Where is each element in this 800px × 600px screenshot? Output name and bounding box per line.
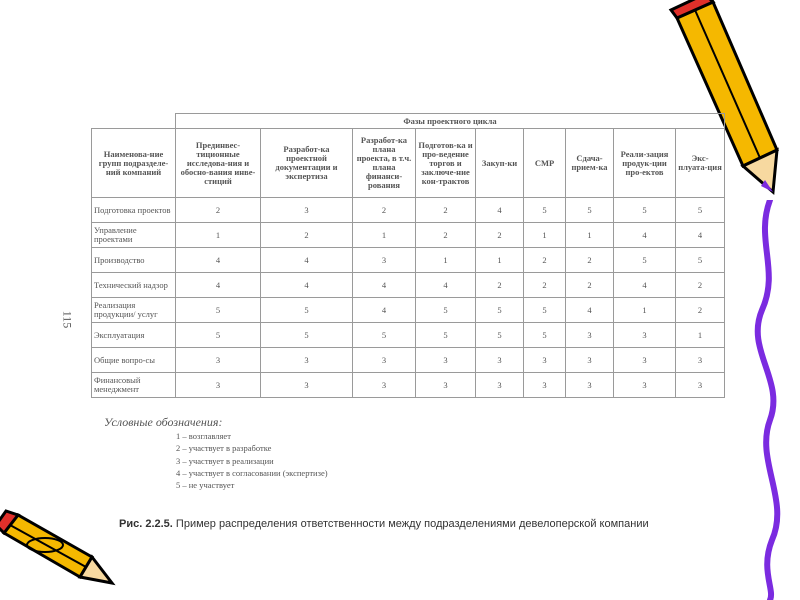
table-cell: 1 [353, 223, 416, 248]
table-cell: 5 [261, 298, 353, 323]
table-cell: 4 [176, 248, 261, 273]
table-cell: 3 [476, 348, 524, 373]
table-cell: 3 [566, 348, 614, 373]
table-cell: 5 [524, 298, 566, 323]
table-cell: 2 [566, 248, 614, 273]
table-cell: 2 [476, 223, 524, 248]
table-cell: 3 [416, 373, 476, 398]
column-header: Реали-зация продук-ции про-ектов [614, 129, 676, 198]
table-cell: 3 [176, 348, 261, 373]
table-cell: 4 [261, 273, 353, 298]
caption-label: Рис. 2.2.5. [119, 518, 173, 530]
table-cell: 4 [614, 223, 676, 248]
table-cell: 1 [476, 248, 524, 273]
table-cell: 3 [261, 373, 353, 398]
legend-item: 2 – участвует в разработке [176, 443, 272, 454]
table-cell: 2 [261, 223, 353, 248]
legend-item: 1 – возглавляет [176, 431, 231, 441]
table-cell: 2 [524, 248, 566, 273]
table-cell: 3 [524, 348, 566, 373]
legend-title: Условные обозначения: [104, 415, 223, 429]
row-name: Технический надзор [92, 273, 176, 298]
table-cell: 5 [416, 323, 476, 348]
column-header: Сдача-прием-ка [566, 129, 614, 198]
responsibility-table [91, 113, 725, 398]
table-cell: 5 [524, 323, 566, 348]
column-header: Прединвес-тиционные исследова-ния и обосно-вания инве-стиций [176, 129, 261, 198]
pencil-icon [0, 505, 120, 590]
table-cell: 4 [476, 198, 524, 223]
table-cell: 3 [353, 248, 416, 273]
table-row [92, 248, 725, 273]
table-cell: 4 [176, 273, 261, 298]
table-cell: 3 [176, 373, 261, 398]
corner-spacer [92, 114, 176, 129]
table-body [92, 198, 725, 398]
table-row [92, 198, 725, 223]
table-cell: 5 [261, 323, 353, 348]
column-header: СМР [524, 129, 566, 198]
table-cell: 5 [353, 323, 416, 348]
table-cell: 2 [416, 223, 476, 248]
table-cell: 1 [676, 323, 725, 348]
table-cell: 3 [566, 323, 614, 348]
row-name: Финансовый менеджмент [92, 373, 176, 398]
legend-list [176, 430, 328, 491]
row-name: Реализация продукции/ услуг [92, 298, 176, 323]
table-cell: 5 [476, 323, 524, 348]
table-row [92, 373, 725, 398]
column-header: Разработ-ка проектной документации и экспертиза [261, 129, 353, 198]
table-cell: 3 [614, 323, 676, 348]
table-cell: 4 [353, 273, 416, 298]
table-cell: 4 [261, 248, 353, 273]
table-cell: 3 [566, 373, 614, 398]
table-cell: 4 [614, 273, 676, 298]
table-row [92, 223, 725, 248]
table-cell: 5 [176, 323, 261, 348]
column-header: Подготов-ка и про-ведение торгов и заключе-ние кон-трактов [416, 129, 476, 198]
corner-header: Наименова-ние групп подразделе-ний компаний [92, 129, 176, 198]
table-row [92, 323, 725, 348]
table-cell: 1 [176, 223, 261, 248]
table-row [92, 298, 725, 323]
table-cell: 5 [176, 298, 261, 323]
table-cell: 5 [476, 298, 524, 323]
table-cell: 1 [416, 248, 476, 273]
table-cell: 3 [614, 348, 676, 373]
table-cell: 3 [261, 198, 353, 223]
table-row [92, 273, 725, 298]
table-cell: 5 [524, 198, 566, 223]
legend-item: 4 – участвует в согласовании (экспертизе) [176, 467, 328, 478]
column-header: Закуп-ки [476, 129, 524, 198]
table-cell: 3 [676, 348, 725, 373]
table-cell: 5 [676, 198, 725, 223]
table-cell: 2 [176, 198, 261, 223]
table-cell: 5 [614, 198, 676, 223]
table-cell: 5 [676, 248, 725, 273]
table-cell: 3 [261, 348, 353, 373]
legend-item: 3 – участвует в реализации [176, 455, 274, 466]
table-cell: 3 [353, 348, 416, 373]
table-cell: 3 [614, 373, 676, 398]
table-row [92, 348, 725, 373]
page-number: 115 [60, 310, 75, 329]
table-cell: 2 [476, 273, 524, 298]
table-cell: 2 [566, 273, 614, 298]
legend-item: 5 – не участвует [176, 480, 235, 491]
table-cell: 4 [566, 298, 614, 323]
table-cell: 3 [353, 373, 416, 398]
column-header: Разработ-ка плана проекта, в т.ч. плана финанси-рования [353, 129, 416, 198]
table-cell: 1 [566, 223, 614, 248]
row-name: Подготовка проектов [92, 198, 176, 223]
row-name: Общие вопро-сы [92, 348, 176, 373]
row-name: Управление проектами [92, 223, 176, 248]
table-cell: 4 [353, 298, 416, 323]
table-cell: 5 [566, 198, 614, 223]
table-cell: 2 [676, 273, 725, 298]
table-cell: 4 [676, 223, 725, 248]
table-cell: 3 [676, 373, 725, 398]
phase-title: Фазы проектного цикла [176, 114, 725, 129]
table-cell: 1 [614, 298, 676, 323]
table-cell: 4 [416, 273, 476, 298]
row-name: Эксплуатация [92, 323, 176, 348]
table-cell: 5 [614, 248, 676, 273]
table-cell: 3 [416, 348, 476, 373]
table-cell: 3 [476, 373, 524, 398]
row-name: Производство [92, 248, 176, 273]
figure-caption [119, 518, 649, 530]
table-cell: 2 [416, 198, 476, 223]
caption-text: Пример распределения ответственности между подразделениями девелоперской компании [172, 518, 649, 530]
table-cell: 2 [353, 198, 416, 223]
table-cell: 3 [524, 373, 566, 398]
table-cell: 1 [524, 223, 566, 248]
table-cell: 5 [416, 298, 476, 323]
table-cell: 2 [676, 298, 725, 323]
table-cell: 2 [524, 273, 566, 298]
column-header: Экс-плуата-ция [676, 129, 725, 198]
